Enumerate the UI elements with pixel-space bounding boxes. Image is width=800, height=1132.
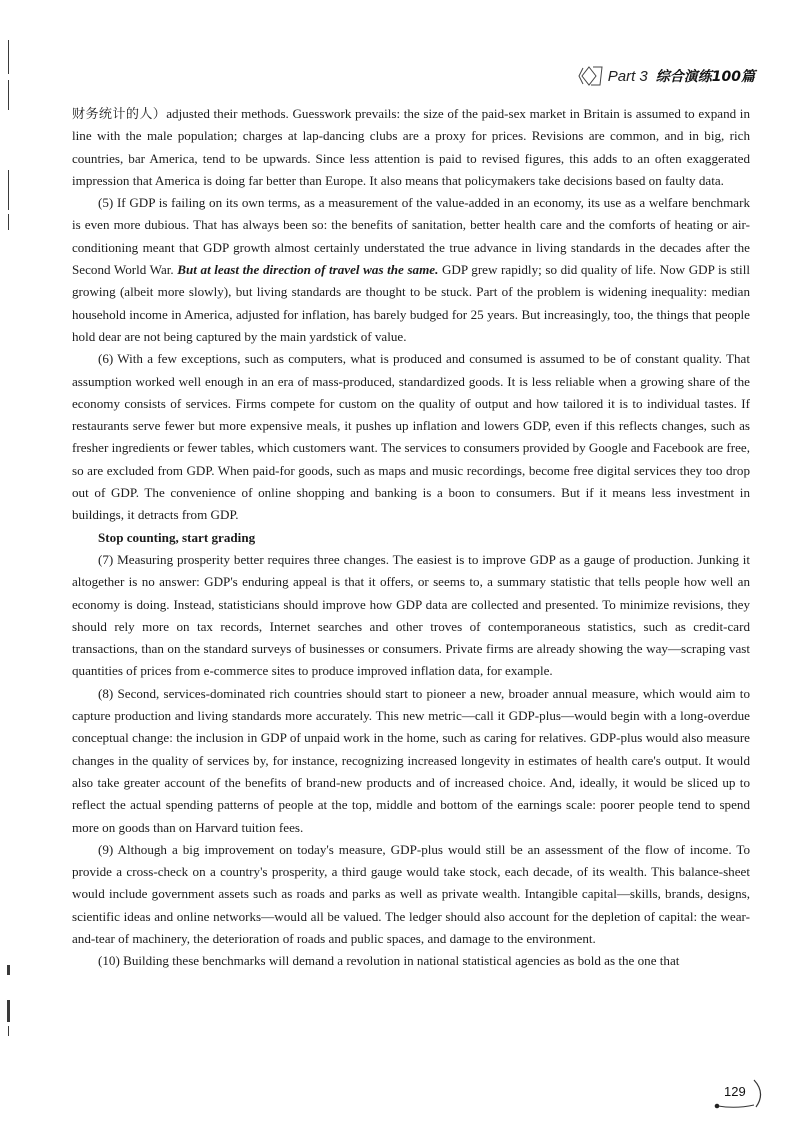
margin-mark xyxy=(8,170,9,210)
part-label: Part 3 xyxy=(607,67,648,85)
page-number-text: 129 xyxy=(724,1084,746,1099)
paragraph-7: (7) Measuring prosperity better requires three changes. The easiest is to improve GDP as a gauge of production. Junking it altogether is no answer: GDP's enduring appeal is that it offers, or seems to, a summary statistic that tells people how well an economy is doing. Instead, statisticians should improve how GDP data are collected and presented. To minimize revisions, they should rely more on tax records, Internet searches and other troves of contemporaneous statistics, such as credit-card transactions, than on the standard surveys of businesses or consumers. Private firms are already showing the way—scraping vast quantities of prices from e-commerce sites to produce improved inflation data, for example. xyxy=(72,551,750,679)
section-heading: Stop counting, start grading xyxy=(98,529,256,545)
chapter-badge-icon xyxy=(576,64,606,88)
paragraph-10: (10) Building these benchmarks will demand a revolution in national statistical agencies as bold as the one that xyxy=(98,953,680,969)
paragraph: 财务统计的人）adjusted their methods. Guesswork prevails: the size of the paid-sex market in Britain is assumed to expand in line with the male population; charges at lap-dancing clubs are a proxy for prices. Revisions are common, and in big, rich countries, bar America, tend to be upwards. Since less attention is paid to revised figures, this adds to an often exaggerated impression that America is doing far better than Europe. It also means that policymakers take decisions based on faulty data. xyxy=(72,106,750,188)
paragraph-text: GDP grew rapidly; so did quality of life. Now GDP is still growing (albeit more slowly), but living standards are thought to be stuck. Part of the problem is widening inequality: median household income in America, adjusted for inflation, has barely budged for 25 years. But increasingly, too, the things that people hold dear are not being captured by the main yardstick of value. xyxy=(72,262,750,344)
page-number xyxy=(710,1076,768,1112)
margin-mark xyxy=(8,40,9,74)
running-header xyxy=(576,64,755,88)
paragraph-5 xyxy=(72,192,750,348)
margin-mark xyxy=(8,1026,9,1036)
paragraph-6: (6) With a few exceptions, such as computers, what is produced and consumed is assumed to be of constant quality. That assumption worked well enough in an era of mass-produced, standardized goods. It is less reliable when a growing share of the economy consists of services. Firms compete for custom on the quality of output and how tailored it is to individual tastes. If restaurants serve fewer but more expensive meals, it pushes up inflation and lowers GDP, even if this reflects changes, such as fresher ingredients or fewer tables, which customers want. The services to consumers provided by Google and Facebook are free, so are excluded from GDP. When paid-for goods, such as maps and music recordings, become free digital services they too drop out of GDP. The convenience of online shopping and banking is a boon to consumers. But if it means less investment in buildings, it detracts from GDP. xyxy=(72,351,750,523)
paragraph-text: (5) If GDP is failing on its own terms, as a measurement of the value-added in an economy, its use as a welfare benchmark is even more dubious. That has always been so: the benefits of sanitation, better health care and the comforts of heating or air-conditioning meant that GDP growth almost certainly understated the true advance in living standards in the decades after the Second World War. xyxy=(72,195,750,278)
margin-mark xyxy=(7,965,10,975)
margin-mark xyxy=(7,1000,10,1022)
paragraph-9: (9) Although a big improvement on today's measure, GDP-plus would still be an assessment of the flow of income. To provide a cross-check on a country's prosperity, a third gauge would take stock, each decade, of its wealth. This balance-sheet would include government assets such as roads and parks as well as private wealth. Intangible capital—skills, brands, designs, scientific ideas and online networks—would all be valued. The ledger should also account for the depletion of capital: the wear-and-tear of machinery, the deterioration of roads and public spaces, and damage to the environment. xyxy=(72,841,750,946)
emphasis-text: But at least the direction of travel was the same. xyxy=(177,262,439,278)
paragraph-8: (8) Second, services-dominated rich countries should start to pioneer a new, broader annual measure, which would aim to capture production and living standards more accurately. This new metric—call it GDP-plus—would begin with a long-overdue conceptual change: the inclusion in GDP of unpaid work in the home, such as caring for relatives. GDP-plus would also measure changes in the quality of services by, for instance, recognizing increased longevity in estimates of health care's output. It would also take greater account of the benefits of brand-new products and of increased choice. And, ideally, it would be sliced up to reflect the actual spending patterns of people at the top, middle and bottom of the earnings scale: poorer people tend to spend more on goods than on Harvard tuition fees. xyxy=(72,685,750,835)
article-body xyxy=(72,103,750,973)
margin-mark xyxy=(8,80,9,110)
series-title: 综合演练100篇 xyxy=(655,69,755,85)
margin-mark xyxy=(8,214,9,230)
